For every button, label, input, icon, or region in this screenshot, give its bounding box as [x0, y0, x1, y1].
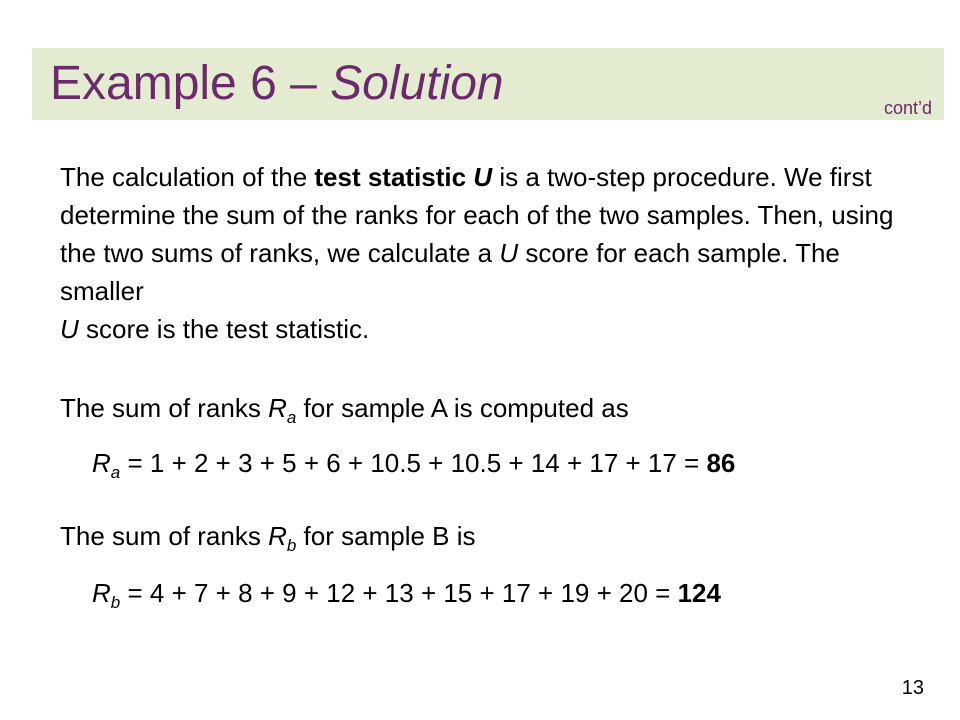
eq-b-subscript: b — [110, 593, 121, 612]
p3-text-post: for sample B is — [296, 521, 476, 551]
title-bar — [32, 48, 944, 120]
equation-rank-sum-b — [92, 574, 721, 616]
eq-a-subscript: a — [110, 463, 121, 482]
p2-text-post: for sample A is computed as — [296, 393, 629, 423]
p3-text-pre: The sum of ranks — [60, 521, 269, 551]
continued-label: cont’d — [883, 98, 932, 118]
paragraph-sum-ranks-b — [60, 517, 920, 559]
p2-subscript-a: a — [286, 408, 297, 427]
eq-a-expression: = 1 + 2 + 3 + 5 + 6 + 10.5 + 10.5 + 14 + 17 + 17 = — [120, 448, 707, 478]
p2-var-r: R — [268, 393, 287, 423]
p2-text-pre: The sum of ranks — [60, 393, 269, 423]
p1-italic-u-2: U — [60, 314, 79, 344]
p1-text-mid1: is a two-step procedure. We first determine the sum of the ranks for each of the two samples. Then, using the two sums of ranks, we calculate a — [60, 162, 894, 268]
p1-text-post: score is the test statistic. — [78, 314, 370, 344]
eq-b-var-r: R — [92, 578, 111, 608]
slide-title-italic: Solution — [330, 57, 504, 110]
paragraph-sum-ranks-a — [60, 389, 920, 431]
p3-var-r: R — [268, 521, 287, 551]
page-number: 13 — [901, 677, 924, 699]
p3-subscript-b: b — [286, 536, 297, 555]
eq-b-result: 124 — [677, 578, 721, 608]
slide-title — [50, 54, 504, 114]
p1-u-symbol: U — [473, 162, 493, 192]
p1-bold-italic-u — [473, 162, 492, 192]
equation-rank-sum-a — [92, 444, 735, 486]
eq-b-expression: = 4 + 7 + 8 + 9 + 12 + 13 + 15 + 17 + 19 + 20 = — [120, 578, 678, 608]
paragraph-test-statistic — [60, 158, 920, 348]
p1-text-mid2: score for each sample. The smaller — [60, 238, 840, 306]
slide-title-main: Example 6 – — [50, 57, 331, 110]
eq-a-result: 86 — [706, 448, 736, 478]
eq-a-var-r: R — [92, 448, 111, 478]
p1-text-pre: The calculation of the — [60, 162, 315, 192]
p1-bold-term: test statistic — [314, 162, 474, 192]
p1-italic-u-1: U — [499, 238, 519, 268]
